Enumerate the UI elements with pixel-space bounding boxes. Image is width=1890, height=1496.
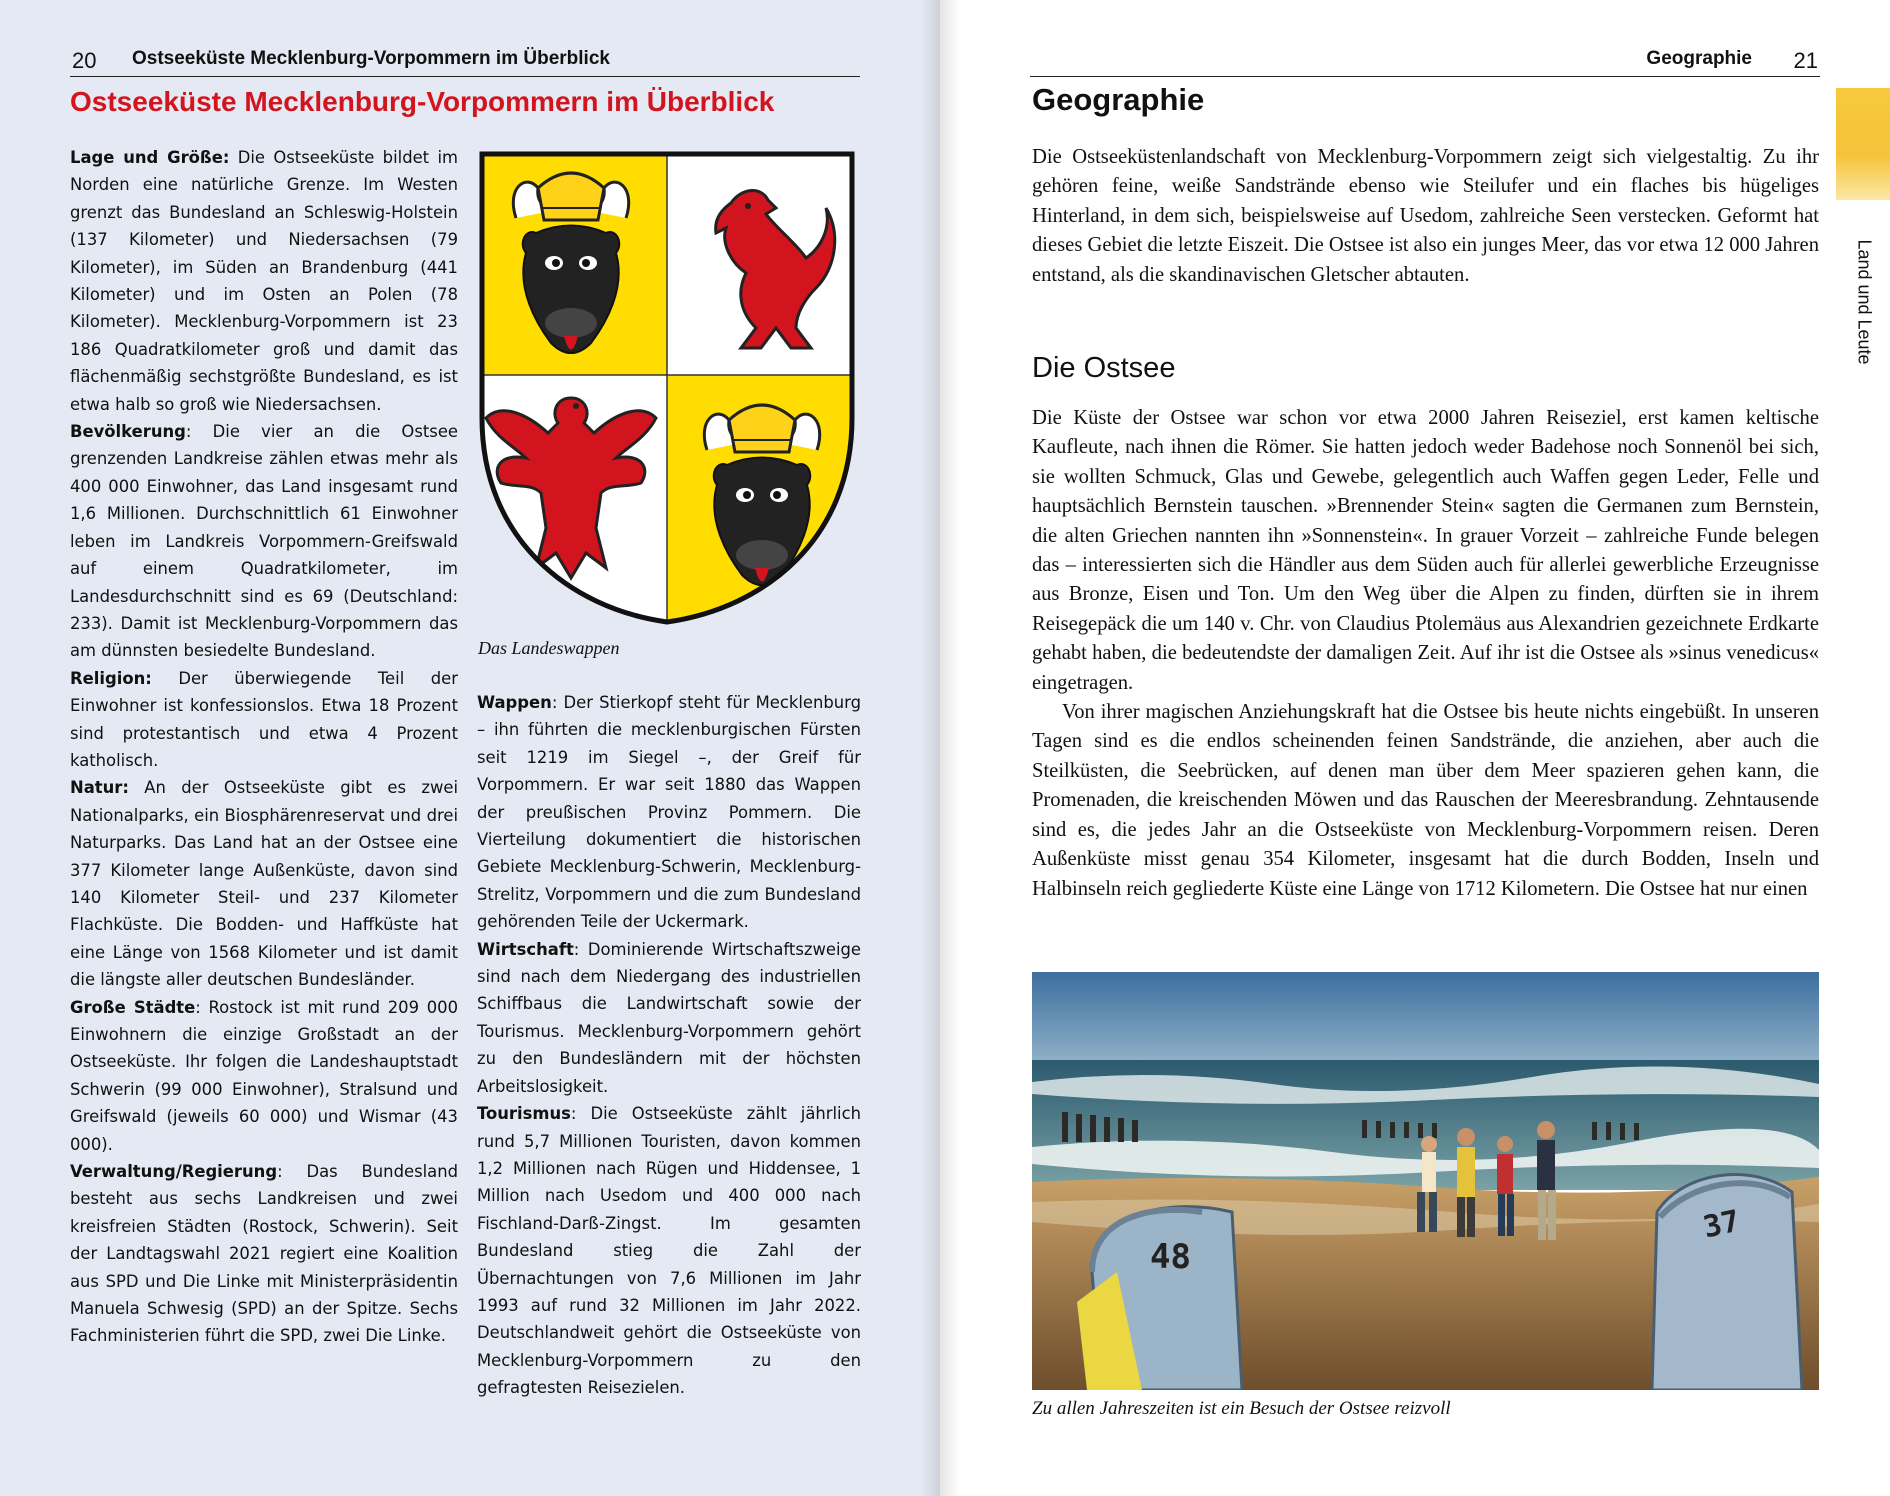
fact-term: Wirtschaft	[477, 939, 574, 959]
fact-entry	[477, 936, 861, 1100]
heading-geographie: Geographie	[1032, 82, 1205, 117]
fact-term: Verwaltung/Regierung	[70, 1162, 278, 1182]
paragraph: Von ihrer magischen Anziehungskraft hat die Ostsee bis heute nichts eingebüßt. In unseren Tagen sind es die endlos scheinenden feinen Sandstrände, die anziehen, aber auch die Steilküsten, die Seebrücken, auf denen man über dem Meer spazieren gehen kann, die Promenaden, die kreischenden Möwen und das Rauschen der Meeresbrandung. Zehntausende sind es, die jedes Jahr an die Ostseeküste von Mecklenburg-Vorpommern reisen. Deren Außenküste misst genau 354 Kilometer, insgesamt hat die durch Bodden, Inseln und Halbinseln reich gegliederte Küste eine Länge von 1712 Kilometern. Die Ostsee hat nur einen	[1032, 701, 1819, 900]
right-running-head	[1030, 46, 1820, 77]
fact-text: An der Ostseeküste gibt es zwei Nationalparks, ein Biosphärenreservat und drei Naturparks. Das Land hat an der Ostsee eine 377 Kilometer lange Außenküste, davon sind 140 Kilometer Steil- und 237 Kilometer Flachküste. Die Bodden- und Haffküste hat eine Länge von 1568 Kilometer und ist damit die längste aller deutschen Bundesländer.	[70, 778, 458, 990]
fact-text: : Die vier an die Ostsee grenzenden Landkreise zählen etwas mehr als 400 000 Einwohner, das Land insgesamt rund 1,6 Millionen. Durchschnittlich 61 Einwohner leben im Landkreis Vorpommern-Greifswald auf einem Quadratkilometer, im Landesdurchschnitt sind es 69 (Deutschland: 233). Damit ist Mecklenburg-Vorpommern das am dünnsten besiedelte Bundesland.	[70, 422, 458, 661]
left-running-head	[70, 46, 860, 77]
fact-term: Wappen	[477, 693, 552, 712]
fact-entry	[70, 1158, 458, 1350]
ostsee-text	[1032, 404, 1819, 904]
beach-chair-48	[1077, 1207, 1242, 1390]
fact-text: Der überwiegende Teil der Einwohner ist konfessionslos. Etwa 18 Prozent sind protestantisch und etwa 4 Prozent katholisch.	[70, 668, 458, 770]
page-gutter	[920, 0, 960, 1496]
section-title: Ostseeküste Mecklenburg-Vorpommern im Überblick	[70, 86, 775, 117]
fact-entry	[70, 144, 458, 418]
fact-term: Tourismus	[477, 1104, 571, 1124]
paragraph: Die Ostseeküstenlandschaft von Mecklenburg-Vorpommern zeigt sich vielgestaltig. Zu ihr gehören feine, weiße Sandstrände ebenso wie Steilufer und ein flaches bis hügeliges Hinterland, in dem sich, beispielsweise auf Usedom, zahlreiche Seen verstecken. Geformt hat dieses Gebiet die letzte Eiszeit. Die Ostsee ist also ein junges Meer, das vor etwa 12 000 Jahren entstand, als die skandinavischen Gletscher abtauten.	[1032, 146, 1819, 286]
fact-entry	[70, 665, 458, 775]
heading-ostsee: Die Ostsee	[1032, 352, 1176, 384]
fact-term: Natur:	[70, 778, 129, 798]
fact-text: Die Ostseeküste bildet im Norden eine natürliche Grenze. Im Westen grenzt das Bundesland an Schleswig-Holstein (137 Kilometer) und Niedersachsen (79 Kilometer), im Süden an Brandenburg (441 Kilometer) und im Osten an Polen (78 Kilometer). Mecklenburg-Vorpommern ist 23 186 Quadratkilometer groß und damit das flächenmäßig sechstgrößte Bundesland, es ist etwa halb so groß wie Niedersachsen.	[70, 148, 458, 414]
right-page-number: 21	[1793, 48, 1818, 73]
beach-photo	[1032, 972, 1819, 1390]
facts-column-1	[70, 144, 458, 1350]
chapter-thumb-tab	[1836, 88, 1890, 200]
fact-text: : Die Ostseeküste zählt jährlich rund 5,7 Millionen Touristen, davon kommen 1,2 Millionen nach Rügen und Hiddensee, 1 Million nach Usedom und 400 000 nach Fischland-Darß-Zingst. Im gesamten Bundesland stieg die Zahl der Übernachtungen von 7,6 Millionen im Jahr 1993 auf rund 32 Millionen im Jahr 2022. Deutschlandweit gehört die Ostseeküste von Mecklenburg-Vorpommern zu den gefragtesten Reisezielen.	[477, 1104, 861, 1398]
photo-caption: Zu allen Jahreszeiten ist ein Besuch der Ostsee reizvoll	[1032, 1398, 1451, 1419]
beach-chair-37	[1652, 1175, 1802, 1390]
right-running-title: Geographie	[1646, 48, 1752, 69]
fact-entry	[477, 689, 861, 936]
chapter-label-text: Land und Leute	[1854, 239, 1875, 365]
fact-text: : Rostock ist mit rund 209 000 Einwohnern die einzige Großstadt an der Ostseeküste. Ihr folgen die Landeshauptstadt Schwerin (99 000 Einwohner), Stralsund und Greifswald (jeweils 60 000) und Wismar (43 000).	[70, 997, 458, 1154]
beach-chair-number-37: 37	[1700, 1203, 1743, 1246]
fact-term: Lage und Größe:	[70, 148, 230, 167]
fact-entry	[70, 994, 458, 1158]
beach-chair-number-48: 48	[1150, 1237, 1191, 1277]
fact-term: Bevölkerung	[70, 422, 186, 442]
facts-column-2	[477, 689, 861, 1402]
fact-term: Große Städte	[70, 997, 196, 1017]
fact-entry	[477, 1100, 861, 1401]
left-running-title: Ostseeküste Mecklenburg-Vorpommern im Überblick	[132, 48, 610, 69]
fact-text: : Dominierende Wirtschaftszweige sind nach dem Niedergang des industriellen Schiffbaus die Landwirtschaft sowie der Tourismus. Mecklenburg-Vorpommern gehört zu den Bundesländern mit der höchsten Arbeitslosigkeit.	[477, 939, 861, 1096]
coat-of-arms-caption: Das Landeswappen	[478, 638, 620, 658]
fact-text: : Der Stierkopf steht für Mecklenburg – ihn führten die mecklenburgischen Fürsten seit 1219 im Siegel –, der Greif für Vorpommern. Er war seit 1880 das Wappen der preußischen Provinz Pommern. Die Vierteilung dokumentiert die historischen Gebiete Mecklenburg-Schwerin, Mecklenburg-Strelitz, Vorpommern und die zum Bundesland gehörenden Teile der Uckermark.	[477, 693, 861, 932]
fact-entry	[70, 774, 458, 993]
paragraph: Die Küste der Ostsee war schon vor etwa 2000 Jahren Reiseziel, erst kamen keltische Kaufleute, nach ihnen die Römer. Sie hatten jedoch weder Badehose noch Sonnenöl bei sich, sie wollten Schmuck, Glas und Gewebe, gelegentlich auch Waffen gegen Leder, Felle und hauptsächlich Bernstein tauschen. »Brennender Stein« sagten die Germanen zum Bernstein, die alten Griechen nannten ihn »Sonnenstein«. In grauer Vorzeit – zahlreiche Funde belegen das – interessierten sich die Händler aus dem Süden auch für allerlei gewerbliche Erzeugnisse aus Bronze, Eisen und Ton. Um den Weg über die Alpen zu finden, dürften sie in ihrem Reisegepäck die um 140 v. Chr. von Claudius Ptolemäus aus Alexandrien gezeichnete Erdkarte gehabt haben, die bedeutendste der damaligen Zeit. Auf ihr ist die Ostsee als »sinus venedicus« eingetragen.	[1032, 407, 1819, 694]
fact-text: : Das Bundesland besteht aus sechs Landkreisen und zwei kreisfreien Städten (Rostock, Schwerin). Seit der Landtagswahl 2021 regiert eine Koalition aus SPD und Die Linke mit Ministerpräsidentin Manuela Schwesig (SPD) an der Spitze. Sechs Fachministerien führt die SPD, zwei Die Linke.	[70, 1162, 458, 1346]
fact-entry	[70, 418, 458, 665]
chapter-thumb-label	[1834, 222, 1890, 382]
geographie-paragraph	[1032, 143, 1819, 290]
left-page-number: 20	[72, 48, 97, 73]
fact-term: Religion:	[70, 668, 152, 688]
coat-of-arms-image	[476, 148, 858, 628]
